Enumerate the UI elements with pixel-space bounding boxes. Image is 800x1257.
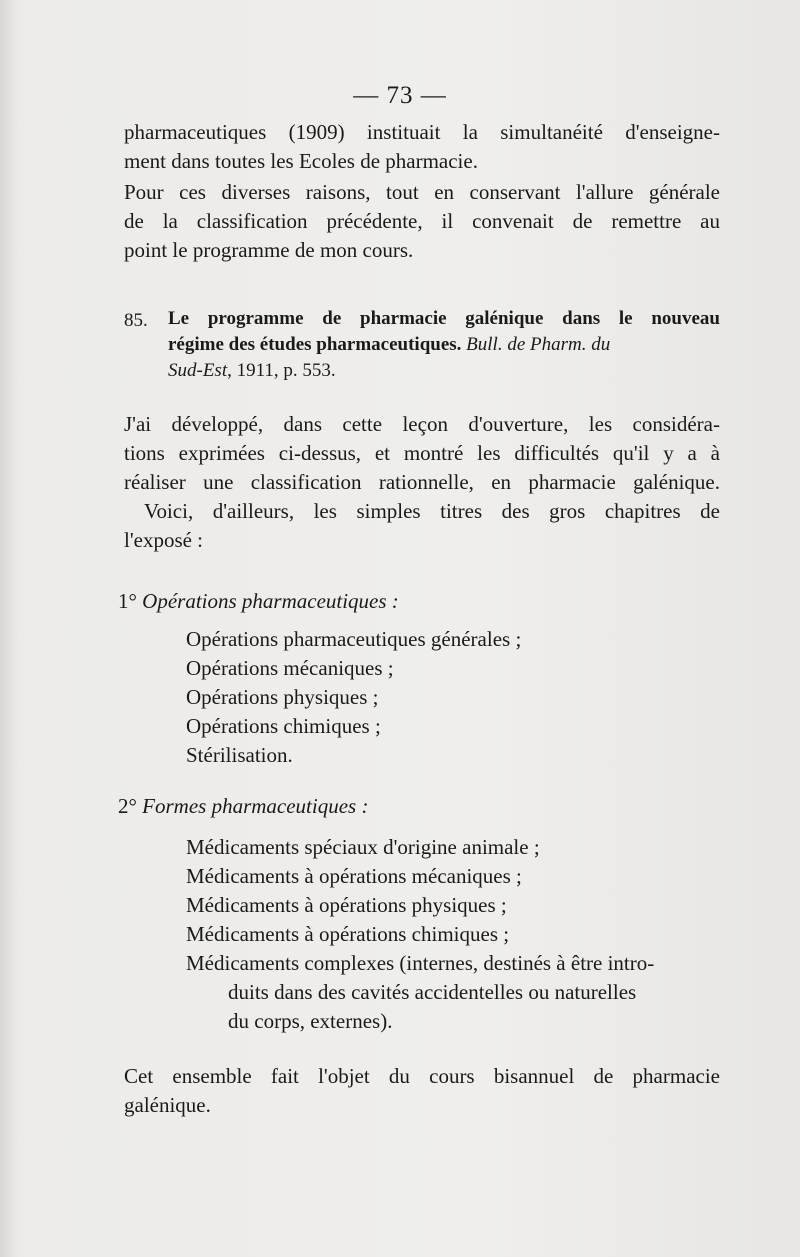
section-2-number: 2° [118,794,137,818]
paragraph-1 [124,118,720,176]
section-1-number: 1° [118,589,137,613]
section-1-title: Opérations pharmaceutiques : [142,589,399,613]
section-1-heading [118,589,399,614]
text-line: Voici, d'ailleurs, les simples titres des gros chapitres de [144,499,720,523]
list-item: Opérations mécaniques ; [186,656,394,680]
reference-journal-end: Sud-Est [168,360,228,381]
list-item: Médicaments à opérations mécaniques ; [186,864,522,888]
paragraph-2 [124,178,720,265]
bibliographic-reference [168,306,720,384]
list-item: Médicaments à opérations physiques ; [186,893,507,917]
list-item-continuation: duits dans des cavités accidentelles ou naturelles [228,980,637,1004]
list-item: Opérations physiques ; [186,685,379,709]
list-item-continuation: du corps, externes). [228,1009,393,1033]
list-item: Opérations pharmaceutiques générales ; [186,627,522,651]
paragraph-3 [124,410,720,497]
reference-journal: Bull. de Pharm. du [466,334,611,355]
list-item: Médicaments à opérations chimiques ; [186,922,510,946]
section-1-list [186,625,726,770]
section-2-list [186,833,726,1036]
text-line: Cet ensemble fait l'objet du cours bisannuel de pharmacie [124,1064,720,1088]
reference-number: 85. [124,310,148,331]
paragraph-5 [124,1062,720,1120]
section-2-title: Formes pharmaceutiques : [142,794,369,818]
text-line: point le programme de mon cours. [124,238,414,262]
text-line: réaliser une classification rationnelle, en pharmacie galénique. [124,470,720,494]
text-line: ment dans toutes les Ecoles de pharmacie. [124,149,478,173]
text-line: Pour ces diverses raisons, tout en conservant l'allure générale [124,180,720,204]
section-2-heading [118,794,368,819]
reference-title-line-2 [168,332,720,358]
reference-citation-line [168,358,720,384]
text-line: galénique. [124,1093,211,1117]
text-line: l'exposé : [124,528,204,552]
list-item: Stérilisation. [186,743,293,767]
reference-title-end: régime des études pharmaceutiques. [168,334,462,355]
text-line: de la classification précédente, il convenait de remettre au [124,209,720,233]
text-line: J'ai développé, dans cette leçon d'ouverture, les considéra- [124,412,720,436]
paragraph-4 [124,497,720,555]
reference-title-line: Le programme de pharmacie galénique dans le nouveau [168,308,720,329]
reference-details: , 1911, p. 553. [227,360,336,381]
page-number: — 73 — [353,82,447,109]
text-line: tions exprimées ci-dessus, et montré les difficultés qu'il y a à [124,441,720,465]
list-item: Opérations chimiques ; [186,714,381,738]
list-item: Médicaments complexes (internes, destinés à être intro- [186,951,655,975]
text-line: pharmaceutiques (1909) instituait la simultanéité d'enseigne- [124,120,720,144]
list-item: Médicaments spéciaux d'origine animale ; [186,835,540,859]
